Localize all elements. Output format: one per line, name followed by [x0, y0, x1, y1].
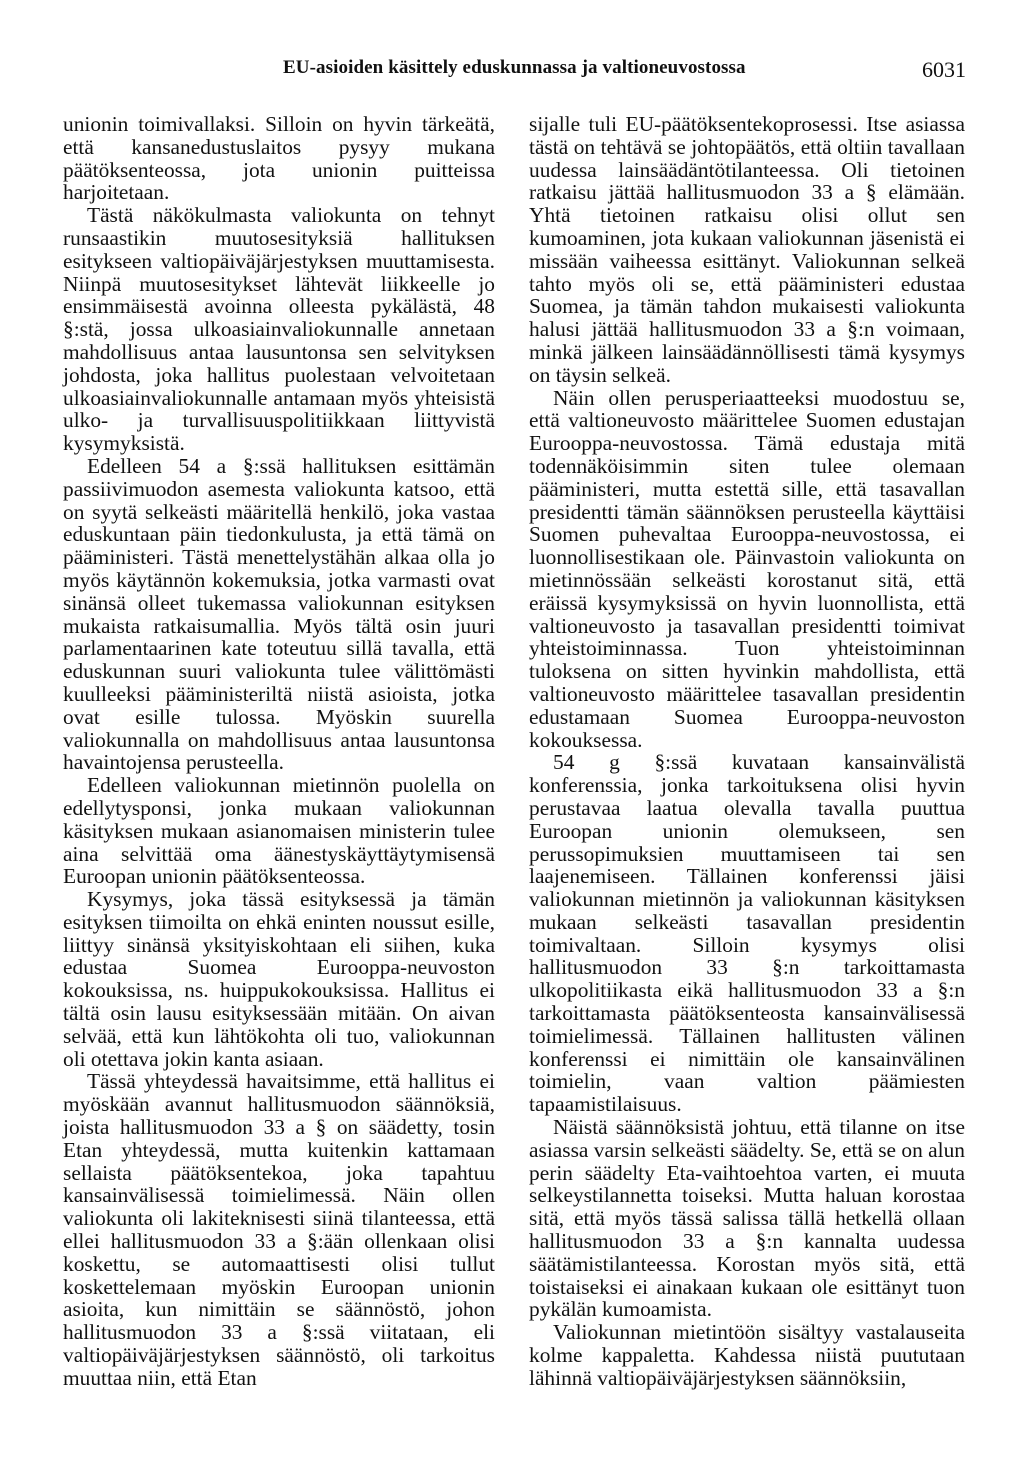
paragraph: Kysymys, joka tässä esityksessä ja tämän esityksen tiimoilta on ehkä eninten noussut esille, liittyy sinänsä yksityiskohtaan eli siihen, kuka edustaa Suomea Eurooppa-neuvoston kokouksissa, ns. huippukokouksissa. Hallitus ei tältä osin lausu esityksessään mitään. On aivan selvää, että kun lähtökohta oli tuo, valiokunnan oli otettava jokin kanta asiaan. — [63, 887, 495, 1071]
paragraph: Näin ollen perusperiaatteeksi muodostuu se, että valtioneuvosto määrittelee Suomen edustajan Eurooppa-neuvostossa. Tämä edustaja mitä todennäköisimmin siten tulee olemaan pääministeri, mutta estettä sille, että tasavallan presidentti tämän säännöksen perusteella käyttäisi Suomen puhevaltaa Eurooppa-neuvostossa, ei luonnollisestikaan ole. Päinvastoin valiokunta on mietinnössään selkeästi korostanut sitä, että eräissä kysymyksissä on hyvin luonnollista, että valtioneuvosto ja tasavallan presidentti toimivat yhteistoiminnassa. Tuon yhteistoiminnan tuloksena on sitten hyvinkin mahdollista, että valtioneuvosto määrittelee tasavallan presidentin edustamaan Suomea Eurooppa-neuvoston kokouksessa. — [529, 385, 965, 752]
paragraph: Edelleen 54 a §:ssä hallituksen esittämän passiivimuodon asemesta valiokunta katsoo, että on syytä selkeästi määritellä henkilö, joka vastaa eduskuntaan päin tiedonkulusta, ja että tämä on pääministeri. Tästä menettelystähän alkaa olla jo myös käytännön kokemuksia, jotka varmasti ovat sinänsä olleet tukemassa valiokunnan esityksen mukaista ratkaisumallia. Myös tältä osin juuri parlamentaarinen kate toteutuu sillä tavalla, että eduskunnan suuri valiokunta tulee välittömästi kuulleeksi pääministeriltä niistä asioista, jotka ovat esille tulossa. Myöskin suurella valiokunnalla on mahdollisuus antaa lausuntonsa havaintojensa perusteella. — [63, 453, 495, 775]
paragraph: sijalle tuli EU-päätöksentekoprosessi. Itse asiassa tästä on tehtävä se johtopäätös, että oltiin tavallaan uudessa lainsäädäntötilanteessa. Oli tietoinen ratkaisu jättää hallitusmuodon 33 a § elämään. Yhtä tietoinen ratkaisu olisi ollut sen kumoaminen, jota kukaan valiokunnan jäsenistä ei missään vaiheessa esittänyt. Valiokunnan selkeä tahto myös oli se, että pääministeri edustaa Suomea, ja tämän tahdon mukaisesti valiokunta halusi jättää hallitusmuodon 33 a §:n voimaan, minkä jälkeen lainsäädännöllisesti tämä kysymys on täysin selkeä. — [529, 112, 965, 387]
right-column — [529, 113, 965, 1390]
running-header-title: EU-asioiden käsittely eduskunnassa ja valtioneuvostossa — [283, 57, 746, 78]
paragraph: unionin toimivallaksi. Silloin on hyvin tärkeätä, että kansanedustuslaitos pysyy mukana päätöksenteossa, jota unionin puitteissa harjoitetaan. — [63, 112, 495, 205]
page-number: 6031 — [922, 57, 966, 82]
left-column — [63, 113, 495, 1390]
running-header — [0, 57, 1024, 87]
paragraph: Tästä näkökulmasta valiokunta on tehnyt runsaastikin muutosesityksiä hallituksen esitykseen valtiopäiväjärjestyksen muuttamisesta. Niinpä muutosesitykset lähtevät liikkeelle jo ensimmäisestä avoinna olleesta pykälästä, 48 §:stä, jossa ulkoasiainvaliokunnalle annetaan mahdollisuus antaa lausuntonsa sen selvityksen johdosta, joka hallitus puolestaan velvoitetaan ulkoasiainvaliokunnalle antamaan myös yhteisistä ulko- ja turvallisuuspolitiikkaan liittyvistä kysymyksistä. — [63, 203, 495, 456]
paragraph: 54 g §:ssä kuvataan kansainvälistä konferenssia, jonka tarkoituksena olisi hyvin perustavaa laatua olevalla tavalla puuttua Euroopan unionin olemukseen, sen perussopimuksien muuttamiseen tai sen laajenemiseen. Tällainen konferenssi jäisi valiokunnan mietinnön ja valiokunnan käsityksen mukaan selkeästi tasavallan presidentin toimivaltaan. Silloin kysymys olisi hallitusmuodon 33 §:n tarkoittamasta ulkopolitiikasta eikä hallitusmuodon 33 a §:n tarkoittamasta päätöksenteosta kansainvälisessä toimielimessä. Tällainen hallitusten välinen konferenssi ei nimittäin ole kansainvälinen toimielin, vaan valtion päämiesten tapaamistilaisuus. — [529, 750, 965, 1117]
paragraph: Valiokunnan mietintöön sisältyy vastalauseita kolme kappaletta. Kahdessa niistä puututaan lähinnä valtiopäiväjärjestyksen säännöksiin, — [529, 1320, 965, 1390]
paragraph: Edelleen valiokunnan mietinnön puolella on edellytysponsi, jonka mukaan valiokunnan käsityksen mukaan asianomaisen ministerin tulee aina selvittää oma äänestyskäyttäytymisensä Euroopan unionin päätöksenteossa. — [63, 773, 495, 889]
paragraph: Näistä säännöksistä johtuu, että tilanne on itse asiassa varsin selkeästi säädelty. Se, että se on alun perin säädelty Eta-vaihtoehtoa varten, ei muuta selkeystilannetta toiseksi. Mutta haluan korostaa sitä, että myös tässä salissa tällä hetkellä ollaan hallitusmuodon 33 a §:n kannalta uudessa säätämistilanteessa. Korostan myös sitä, että toistaiseksi ei ainakaan kukaan ole esittänyt tuon pykälän kumoamista. — [529, 1115, 965, 1322]
paragraph: Tässä yhteydessä havaitsimme, että hallitus ei myöskään avannut hallitusmuodon säännöksiä, joista hallitusmuodon 33 a § on säädetty, tosin Etan yhteydessä, mutta kuitenkin kattamaan sellaista päätöksentekoa, joka tapahtuu kansainvälisessä toimielimessä. Näin ollen valiokunta oli lakiteknisesti siinä tilanteessa, että ellei hallitusmuodon 33 a §:ään ollenkaan olisi koskettu, se automaattisesti olisi tullut koskettelemaan myöskin Euroopan unionin asioita, kun nimittäin se säännöstö, johon hallitusmuodon 33 a §:ssä viitataan, eli valtiopäiväjärjestyksen säännöstö, oli tarkoitus muuttaa niin, että Etan — [63, 1069, 495, 1390]
